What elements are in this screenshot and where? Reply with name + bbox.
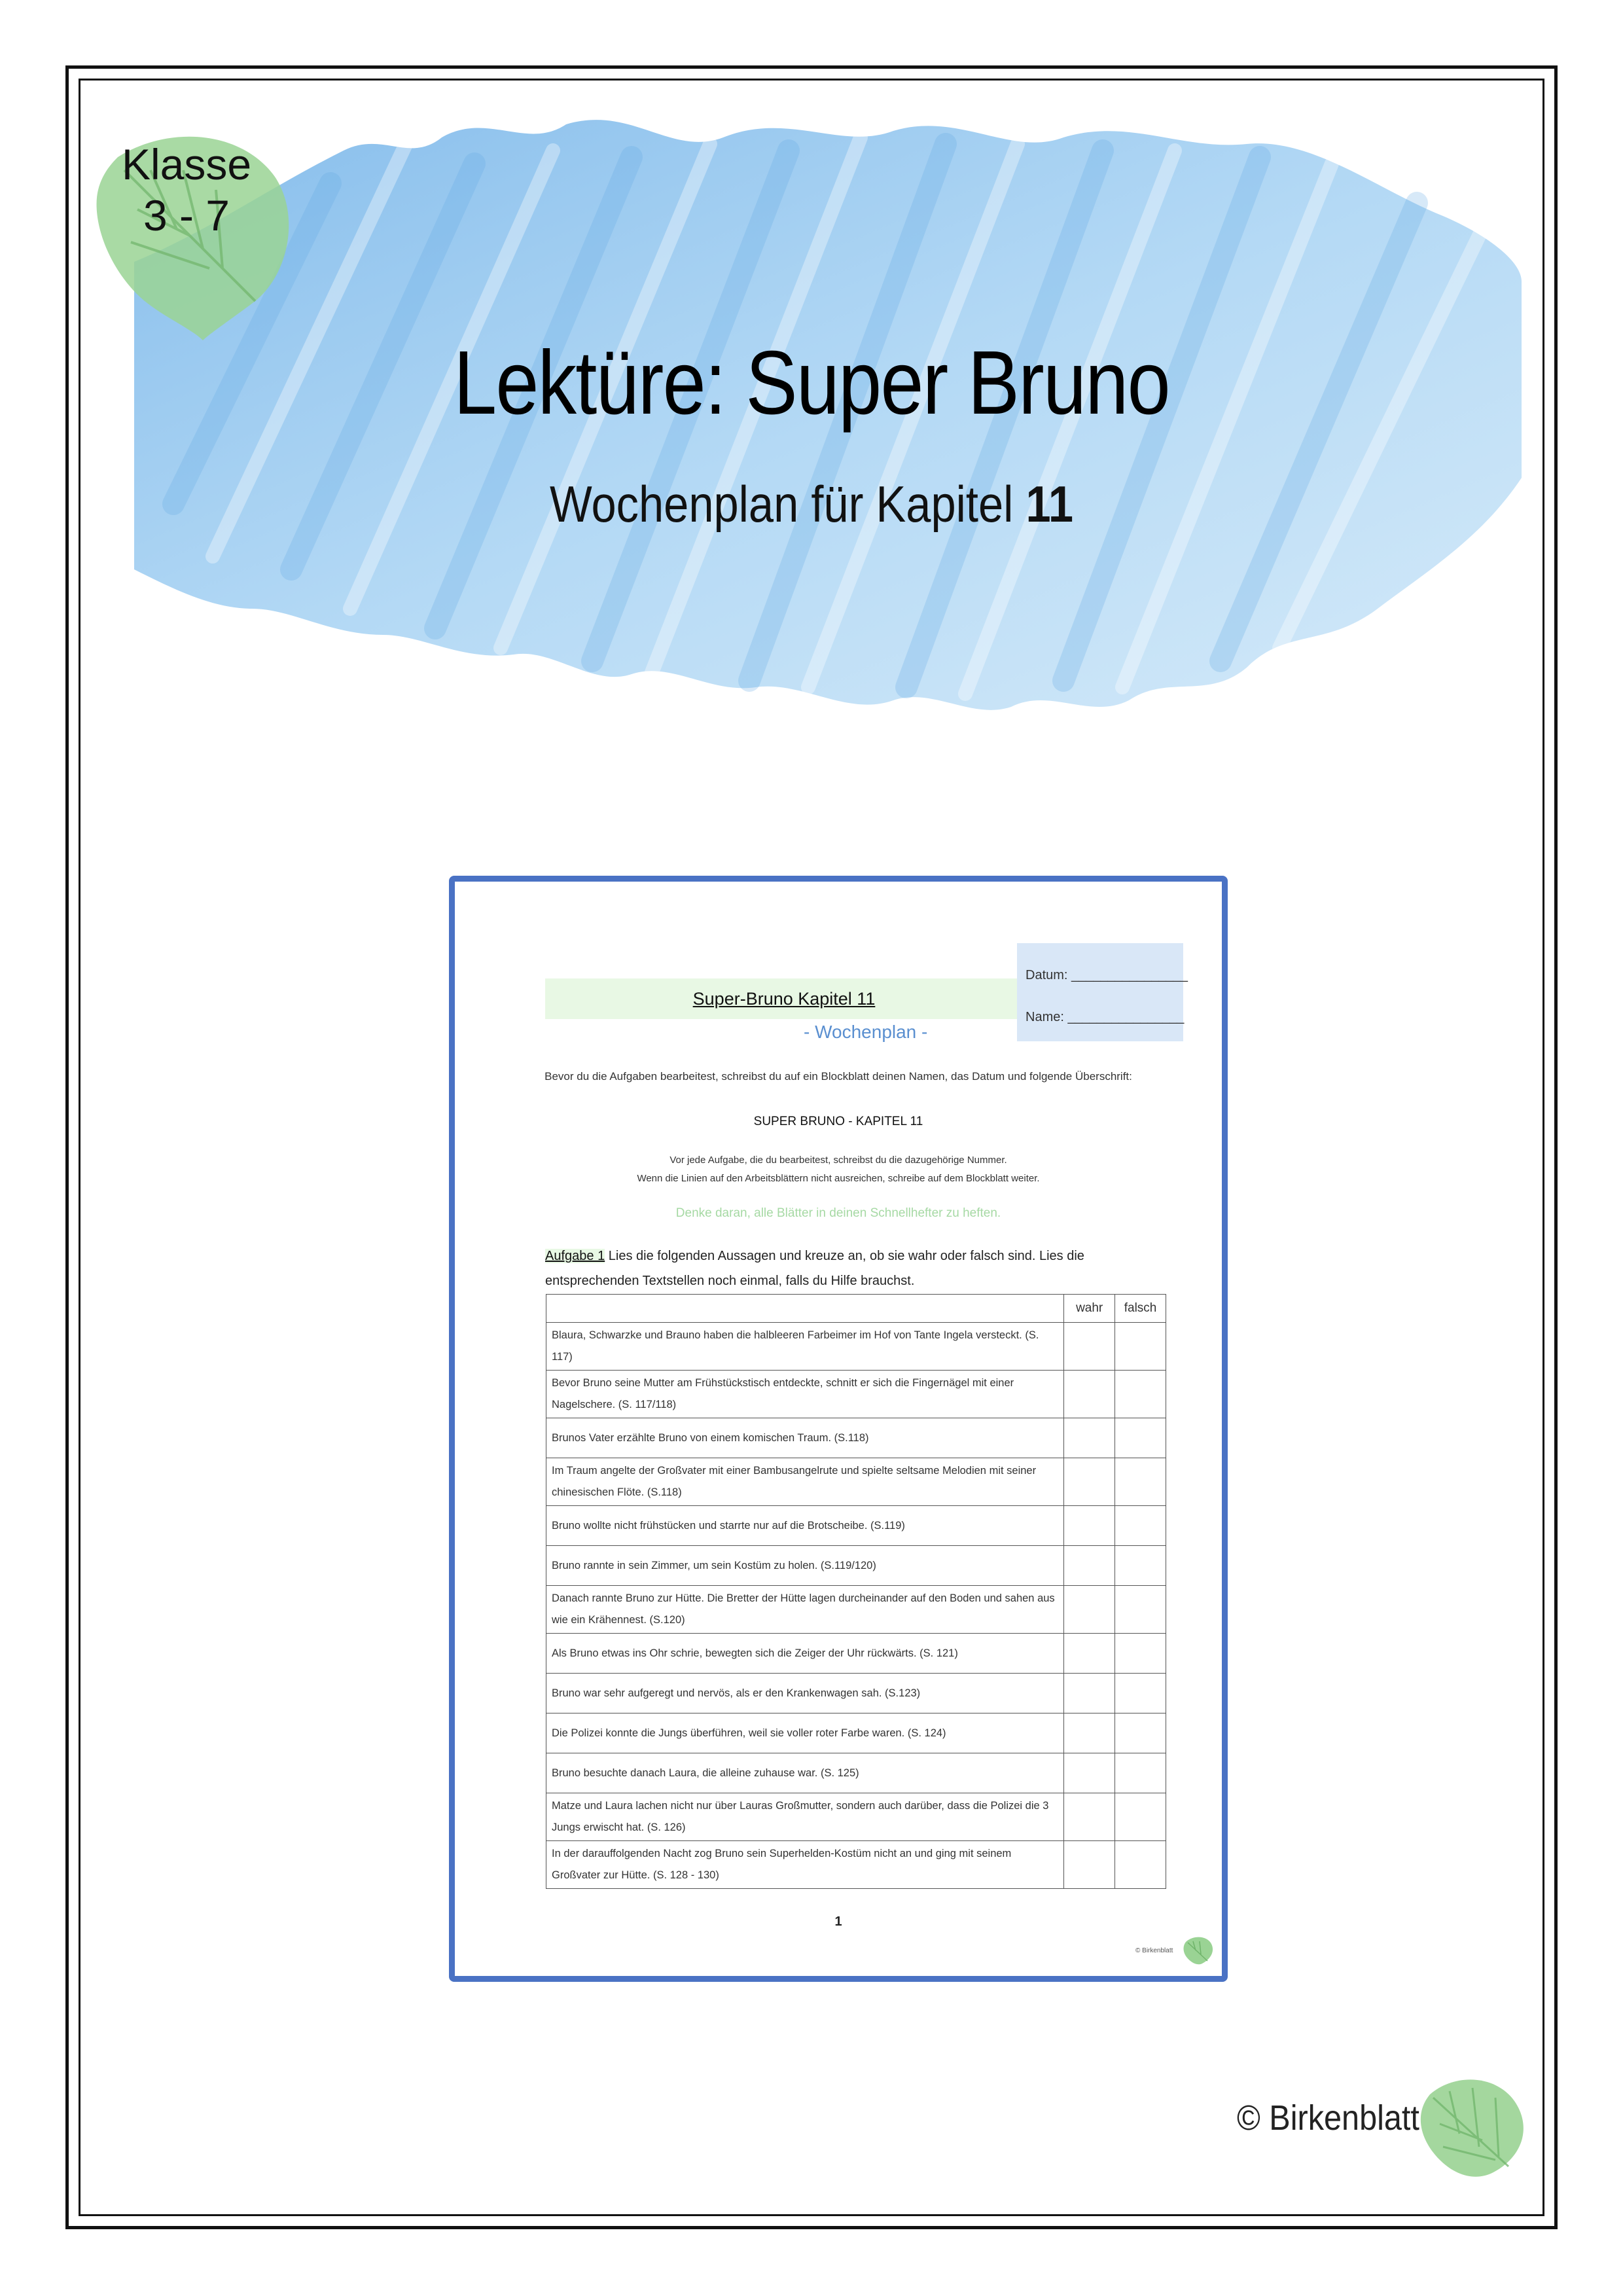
statement-text: Bevor Bruno seine Mutter am Frühstückstisch entdeckte, schnitt er sich die Fingernägel mit einer Nagelschere. (S. 117/118) [546,1371,1064,1418]
birch-leaf-icon [1181,1932,1215,1966]
checkbox-true[interactable] [1064,1713,1115,1753]
task-instruction [545,1244,1134,1293]
checkbox-false[interactable] [1115,1371,1166,1418]
checkbox-true[interactable] [1064,1546,1115,1586]
worksheet-note-1: Vor jede Aufgabe, die du bearbeitest, schreibst du die dazugehörige Nummer. [669,1155,1007,1166]
chapter-number: 11 [1026,475,1074,533]
table-row [546,1458,1166,1506]
grade-label: Klasse [121,140,252,188]
worksheet-copyright: © Birkenblatt [1135,1947,1173,1954]
checkbox-false[interactable] [1115,1506,1166,1546]
table-row [546,1793,1166,1841]
table-row [546,1674,1166,1713]
statement-text: In der darauffolgenden Nacht zog Bruno sein Superhelden-Kostüm nicht an und ging mit seinem Großvater zur Hütte. (S. 128 - 130) [546,1841,1064,1889]
column-header-false: falsch [1115,1295,1166,1323]
table-row [546,1713,1166,1753]
grade-badge [98,139,275,241]
birch-leaf-icon [1410,2062,1528,2179]
checkbox-false[interactable] [1115,1323,1166,1371]
checkbox-false[interactable] [1115,1793,1166,1841]
table-row [546,1371,1166,1418]
name-field-label: Name: ________________ [1026,1010,1185,1024]
checkbox-true[interactable] [1064,1753,1115,1793]
statement-text: Bruno wollte nicht frühstücken und starrte nur auf die Brotscheibe. (S.119) [546,1506,1064,1546]
checkbox-false[interactable] [1115,1634,1166,1674]
subtitle-text: Wochenplan für Kapitel [549,475,1014,533]
checkbox-false[interactable] [1115,1674,1166,1713]
page-subtitle [98,471,1525,537]
table-row [546,1323,1166,1371]
statement-text: Matze und Laura lachen nicht nur über Lauras Großmutter, sondern auch darüber, dass die Polizei die 3 Jungs erwischt hat. (S. 126) [546,1793,1064,1841]
checkbox-true[interactable] [1064,1506,1115,1546]
worksheet-title: Super-Bruno Kapitel 11 [692,989,876,1009]
checkbox-true[interactable] [1064,1371,1115,1418]
statement-text: Bruno besuchte danach Laura, die alleine zuhause war. (S. 125) [546,1753,1064,1793]
worksheet-preview [449,876,1228,1982]
header-empty-cell [546,1295,1064,1323]
table-row [546,1753,1166,1793]
worksheet-note-2: Wenn die Linien auf den Arbeitsblättern nicht ausreichen, schreibe auf dem Blockblatt weiter. [637,1173,1040,1184]
copyright-text: © Birkenblatt [1237,2098,1419,2138]
date-field-label: Datum: ________________ [1026,968,1188,982]
column-header-true: wahr [1064,1295,1115,1323]
checkbox-false[interactable] [1115,1713,1166,1753]
worksheet-heading: SUPER BRUNO - KAPITEL 11 [753,1115,923,1128]
checkbox-true[interactable] [1064,1634,1115,1674]
checkbox-false[interactable] [1115,1841,1166,1889]
task-text: Lies die folgenden Aussagen und kreuze an, ob sie wahr oder falsch sind. Lies die entsprechenden Textstellen noch einmal, falls du Hilfe brauchst. [545,1249,1084,1288]
statement-text: Danach rannte Bruno zur Hütte. Die Bretter der Hütte lagen durcheinander auf den Boden und sahen aus wie ein Krähennest. (S.120) [546,1586,1064,1634]
checkbox-true[interactable] [1064,1793,1115,1841]
worksheet-intro: Bevor du die Aufgaben bearbeitest, schreibst du auf ein Blockblatt deinen Namen, das Datum und folgende Überschrift: [544,1070,1132,1083]
checkbox-true[interactable] [1064,1418,1115,1458]
table-row [546,1841,1166,1889]
table-row [546,1586,1166,1634]
statement-table [546,1294,1166,1889]
checkbox-false[interactable] [1115,1546,1166,1586]
table-row [546,1546,1166,1586]
checkbox-true[interactable] [1064,1458,1115,1506]
checkbox-true[interactable] [1064,1674,1115,1713]
statement-text: Bruno war sehr aufgeregt und nervös, als er den Krankenwagen sah. (S.123) [546,1674,1064,1713]
table-row [546,1418,1166,1458]
table-row [546,1506,1166,1546]
statement-text: Im Traum angelte der Großvater mit einer Bambusangelrute und spielte seltsame Melodien mit seiner chinesischen Flöte. (S.118) [546,1458,1064,1506]
checkbox-true[interactable] [1064,1841,1115,1889]
statement-text: Bruno rannte in sein Zimmer, um sein Kostüm zu holen. (S.119/120) [546,1546,1064,1586]
checkbox-true[interactable] [1064,1323,1115,1371]
grade-range: 3 - 7 [143,191,230,240]
table-row [546,1634,1166,1674]
checkbox-false[interactable] [1115,1753,1166,1793]
page-title: Lektüre: Super Bruno [454,332,1169,433]
worksheet-subtitle: - Wochenplan - [804,1022,928,1042]
checkbox-true[interactable] [1064,1586,1115,1634]
worksheet-reminder: Denke daran, alle Blätter in deinen Schnellhefter zu heften. [675,1206,1001,1220]
statement-text: Als Bruno etwas ins Ohr schrie, bewegten sich die Zeiger der Uhr rückwärts. (S. 121) [546,1634,1064,1674]
checkbox-false[interactable] [1115,1586,1166,1634]
statement-text: Blaura, Schwarzke und Brauno haben die halbleeren Farbeimer im Hof von Tante Ingela versteckt. (S. 117) [546,1323,1064,1371]
checkbox-false[interactable] [1115,1418,1166,1458]
task-label: Aufgabe 1 [545,1249,605,1263]
checkbox-false[interactable] [1115,1458,1166,1506]
page-number: 1 [834,1914,842,1929]
statement-text: Die Polizei konnte die Jungs überführen, weil sie voller roter Farbe waren. (S. 124) [546,1713,1064,1753]
statement-text: Brunos Vater erzählte Bruno von einem komischen Traum. (S.118) [546,1418,1064,1458]
